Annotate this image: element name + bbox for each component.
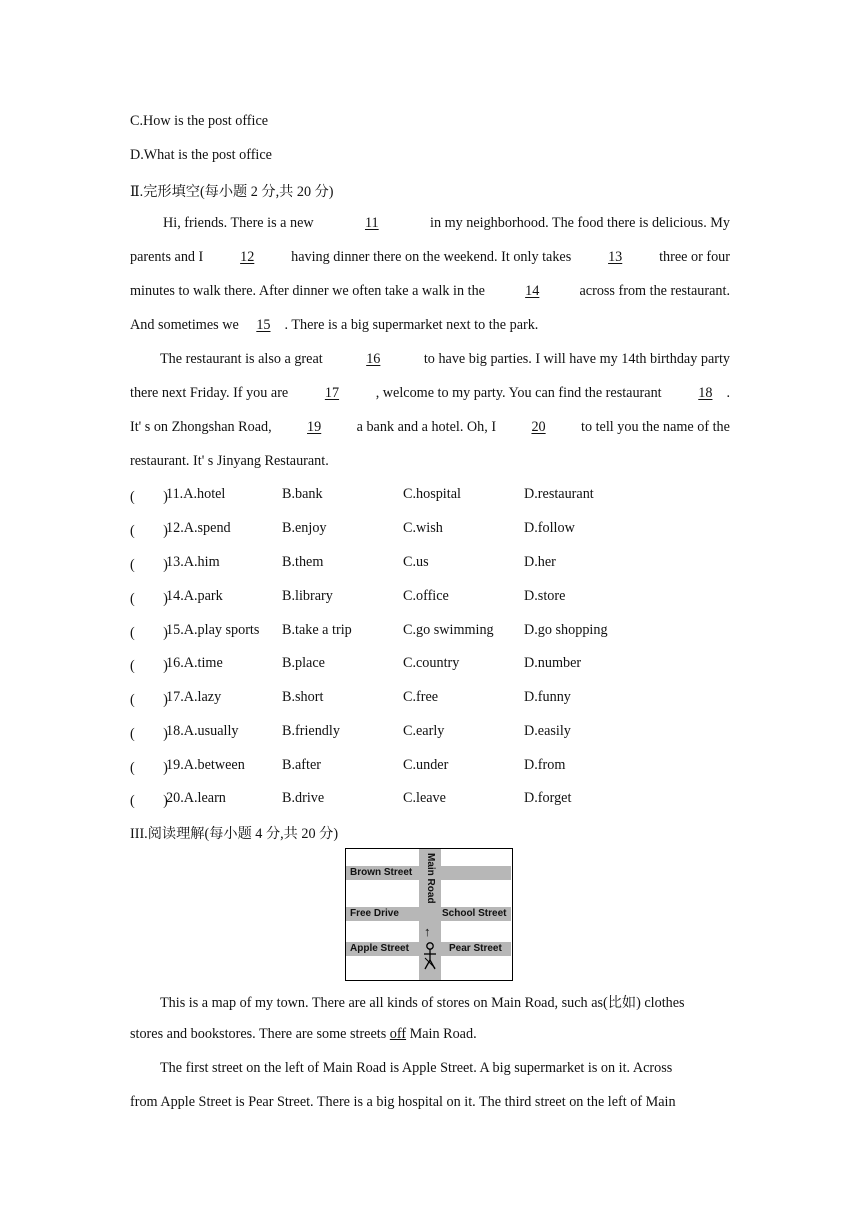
blank-19: 19 (307, 419, 322, 435)
cloze-line: there next Friday. If you are 17 , welcome to my party. You can find the restaurant 18 . (130, 385, 730, 401)
blank-16: 16 (366, 351, 381, 367)
answer-slot[interactable]: ( ) (130, 658, 168, 674)
question-row: ( ) 14.A.park B.library C.office D.store (130, 588, 566, 607)
question-row: ( ) 19.A.between B.after C.under D.from (130, 757, 566, 776)
blank-15: 15 (256, 317, 271, 333)
answer-slot[interactable]: ( ) (130, 726, 168, 742)
question-row: ( ) 16.A.time B.place C.country D.number (130, 655, 582, 674)
main-road-label: Main Road (425, 853, 436, 904)
blank-17: 17 (324, 385, 340, 401)
answer-slot[interactable]: ( ) (130, 591, 168, 607)
reading-line: The first street on the left of Main Road is Apple Street. A big supermarket is on it. Across (160, 1060, 673, 1076)
free-drive-label: Free Drive (350, 908, 399, 919)
option-c-prev: C.How is the post office (130, 113, 269, 129)
cloze-line: The restaurant is also a great 16 to have big parties. I will have my 14th birthday party (160, 351, 730, 367)
blank-11: 11 (364, 215, 379, 231)
section-2-title: Ⅱ.完形填空(每小题 2 分,共 20 分) (130, 184, 334, 200)
answer-slot[interactable]: ( ) (130, 692, 168, 708)
answer-slot[interactable]: ( ) (130, 557, 168, 573)
cloze-line: parents and I 12 having dinner there on the weekend. It only takes 13 three or four (130, 249, 730, 265)
arrow-up-icon: ↑ (424, 924, 431, 939)
question-row: ( ) 13.A.him B.them C.us D.her (130, 554, 556, 573)
blank-13: 13 (608, 249, 623, 265)
person-icon (422, 942, 438, 972)
answer-slot[interactable]: ( ) (130, 625, 168, 641)
question-row: ( ) 15.A.play sports B.take a trip C.go swimming D.go shopping (130, 622, 608, 641)
reading-line: stores and bookstores. There are some streets off Main Road. (130, 1026, 477, 1042)
cloze-line: It' s on Zhongshan Road, 19 a bank and a hotel. Oh, I 20 to tell you the name of the (130, 419, 730, 435)
answer-slot[interactable]: ( ) (130, 793, 168, 809)
cloze-line: minutes to walk there. After dinner we often take a walk in the 14 across from the restaurant. (130, 283, 730, 299)
reading-line: from Apple Street is Pear Street. There is a big hospital on it. The third street on the left of Main (130, 1094, 676, 1110)
blank-18: 18 (698, 385, 713, 401)
blank-20: 20 (531, 419, 546, 435)
answer-slot[interactable]: ( ) (130, 489, 168, 505)
question-row: ( ) 20.A.learn B.drive C.leave D.forget (130, 790, 572, 809)
question-row: ( ) 17.A.lazy B.short C.free D.funny (130, 689, 571, 708)
town-map (345, 848, 513, 981)
option-d-prev: D.What is the post office (130, 147, 272, 163)
cloze-line: Hi, friends. There is a new 11 in my neighborhood. The food there is delicious. My (163, 215, 730, 231)
cloze-line: And sometimes we 15 . There is a big supermarket next to the park. (130, 317, 539, 333)
blank-14: 14 (525, 283, 540, 299)
question-row: ( ) 18.A.usually B.friendly C.early D.easily (130, 723, 571, 742)
apple-street-label: Apple Street (350, 943, 409, 954)
reading-line: This is a map of my town. There are all kinds of stores on Main Road, such as(比如) clothes (160, 995, 685, 1011)
question-row: ( ) 12.A.spend B.enjoy C.wish D.follow (130, 520, 575, 539)
pear-street-label: Pear Street (449, 943, 502, 954)
answer-slot[interactable]: ( ) (130, 523, 168, 539)
section-3-title: III.阅读理解(每小题 4 分,共 20 分) (130, 826, 339, 842)
answer-slot[interactable]: ( ) (130, 760, 168, 776)
cloze-line: restaurant. It' s Jinyang Restaurant. (130, 453, 329, 469)
brown-street-label: Brown Street (350, 867, 413, 878)
question-row: ( ) 11.A.hotel B.bank C.hospital D.restaurant (130, 486, 594, 505)
school-street-label: School Street (442, 908, 507, 919)
blank-12: 12 (240, 249, 255, 265)
underlined-word-off: off (389, 1026, 407, 1042)
